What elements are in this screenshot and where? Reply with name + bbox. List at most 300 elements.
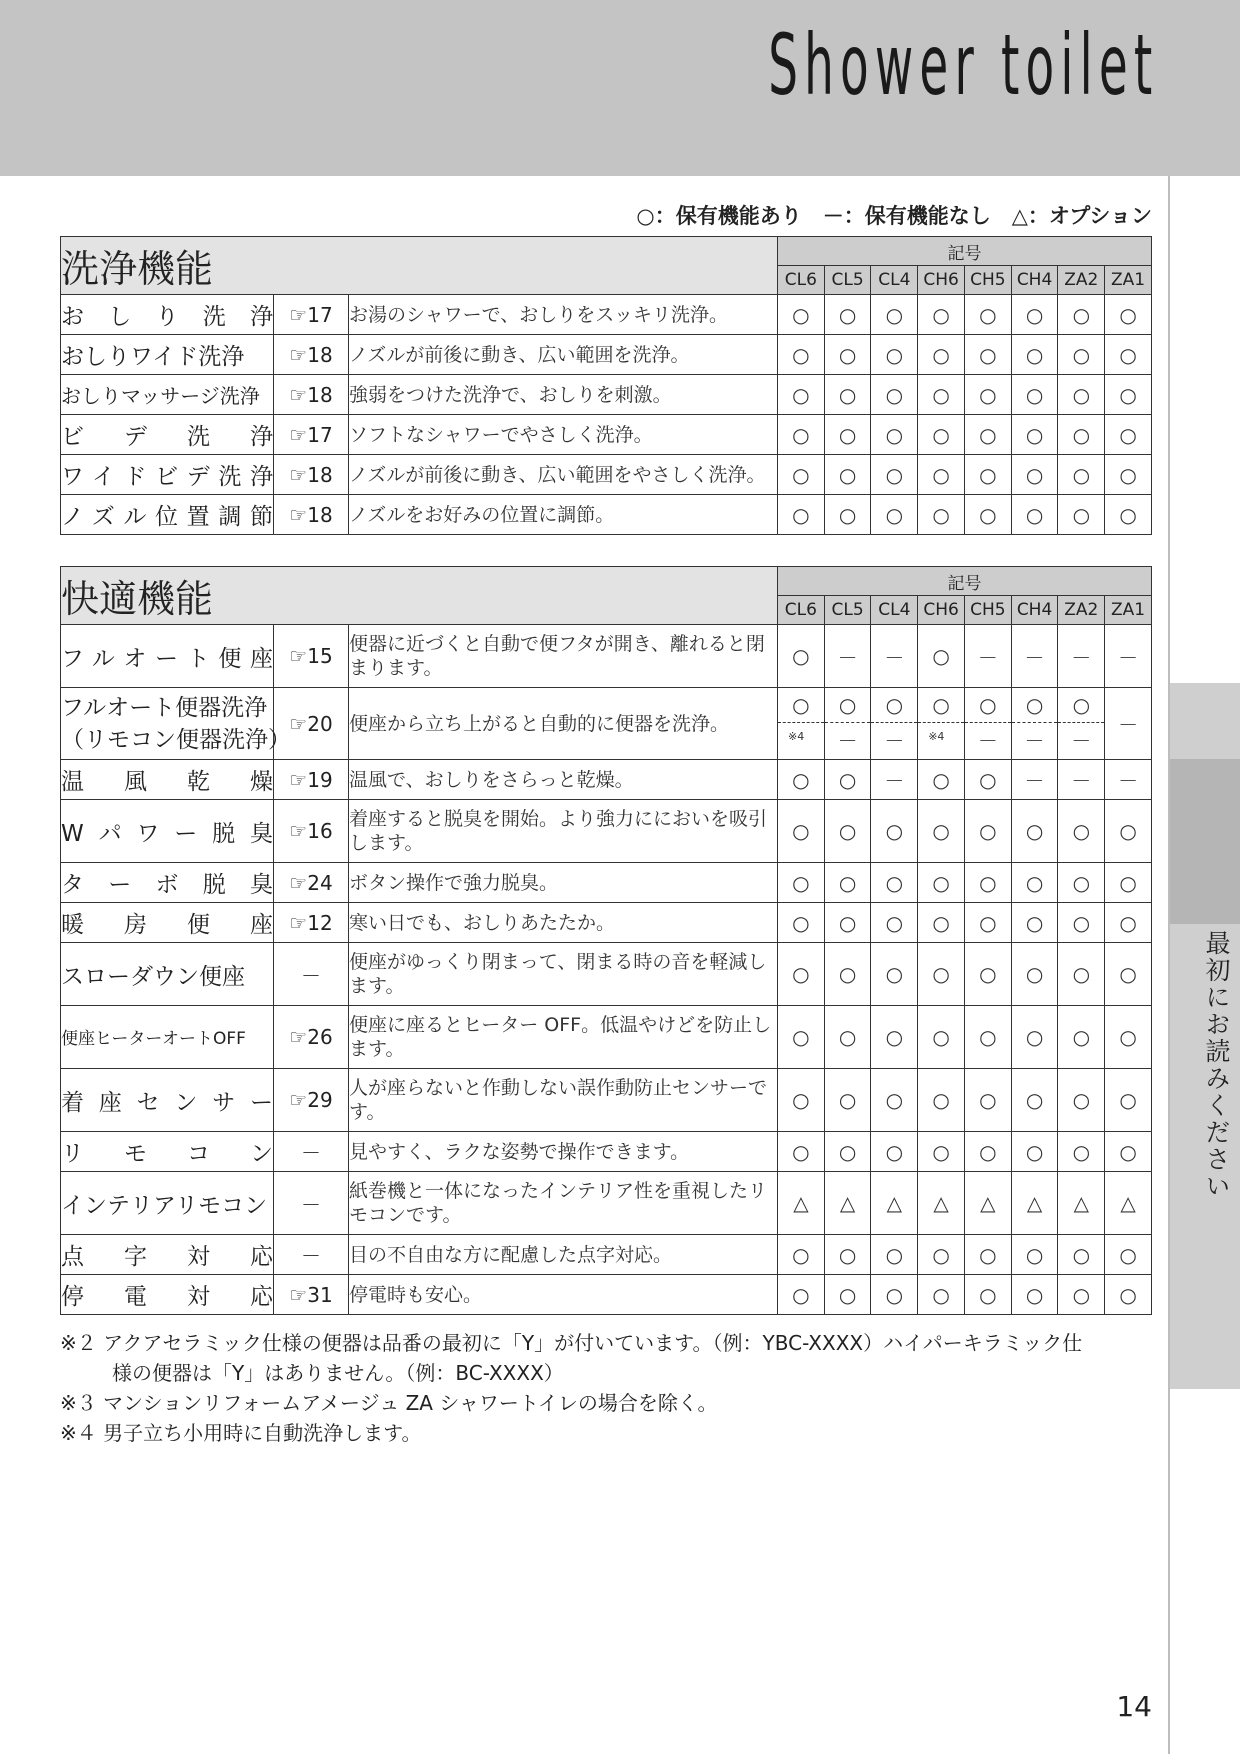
- mark-cl5: ○: [824, 1132, 871, 1172]
- mark-cl5: ○: [824, 455, 871, 495]
- function-name-text: 便座ヒーターオートOFF: [61, 1029, 246, 1049]
- function-name: [61, 455, 274, 495]
- function-description: 見やすく、ラクな姿勢で操作できます。: [349, 1132, 778, 1172]
- table-row: [61, 688, 1152, 760]
- function-name: [61, 688, 291, 760]
- model-header-ch5: CH5: [964, 596, 1011, 625]
- mark-cl6: [778, 688, 825, 760]
- mark-cl5: ○: [824, 903, 871, 943]
- page-reference: －: [274, 943, 349, 1006]
- mark-ch6: [918, 688, 965, 760]
- mark-ch5: ○: [964, 295, 1011, 335]
- mark-ch5: ○: [964, 1275, 1011, 1315]
- mark-ch5: ○: [964, 375, 1011, 415]
- table-row: [61, 625, 1152, 688]
- cleaning-functions-table: [60, 236, 1152, 535]
- mark-cl4: －: [871, 760, 918, 800]
- function-name-line1: フルオート便器洗浄: [61, 694, 268, 721]
- function-name-text: 点字対応: [61, 1244, 273, 1270]
- model-header-cl6: CL6: [778, 266, 825, 295]
- mark-za2: ○: [1058, 943, 1105, 1006]
- mark-za2: ○: [1058, 1275, 1105, 1315]
- mark-za2: ○: [1058, 1235, 1105, 1275]
- mark-cl5: ○: [824, 800, 871, 863]
- page-reference: ☞17: [274, 415, 349, 455]
- mark-cl5: ○: [824, 495, 871, 535]
- function-name: [61, 800, 274, 863]
- mark-cl5: ○: [824, 943, 871, 1006]
- mark-za1: －: [1105, 625, 1152, 688]
- page-reference: ☞12: [274, 903, 349, 943]
- mark-cl6: ○: [778, 1006, 825, 1069]
- mark-cl6: ○: [778, 335, 825, 375]
- mark-ch6: ○: [918, 335, 965, 375]
- footnote: ※３ マンションリフォームアメージュ ZA シャワートイレの場合を除く。: [60, 1391, 718, 1415]
- mark-cl4: ○: [871, 943, 918, 1006]
- model-header-ch4: CH4: [1011, 596, 1058, 625]
- mark-cl6: ○: [778, 800, 825, 863]
- mark-urinal: [871, 723, 917, 759]
- function-name: [61, 335, 274, 375]
- mark-ch5: ○: [964, 903, 1011, 943]
- footnote-ref: ※4: [928, 729, 945, 743]
- function-description: 便座がゆっくり閉まって、閉まる時の音を軽減します。: [349, 943, 778, 1006]
- mark-ch6: ○: [918, 903, 965, 943]
- mark-dash: －: [837, 728, 858, 753]
- mark-urinal: [1058, 723, 1104, 759]
- mark-ch6: ○: [918, 455, 965, 495]
- mark-cl5: ○: [824, 1069, 871, 1132]
- function-name-text: 停電対応: [61, 1284, 273, 1310]
- function-name-line2: （リモコン便器洗浄）: [61, 726, 291, 753]
- page-header: [0, 0, 1240, 176]
- function-name-text: リモコン: [61, 1141, 273, 1167]
- function-name: [61, 1132, 274, 1172]
- mark-za2: ○: [1058, 495, 1105, 535]
- mark-za2: ○: [1058, 800, 1105, 863]
- mark-cl5: ○: [824, 295, 871, 335]
- function-description: お湯のシャワーで、おしりをスッキリ洗浄。: [349, 295, 778, 335]
- mark-ch6: ○: [918, 1275, 965, 1315]
- function-description: 着座すると脱臭を開始。より強力ににおいを吸引します。: [349, 800, 778, 863]
- page-reference: ☞18: [274, 495, 349, 535]
- page-reference: ☞20: [274, 688, 349, 760]
- function-description: ノズルが前後に動き、広い範囲を洗浄。: [349, 335, 778, 375]
- comfort-functions-table: [60, 566, 1152, 1315]
- models-label: 記号: [778, 237, 1152, 266]
- mark-za1: ○: [1105, 415, 1152, 455]
- model-header-cl4: CL4: [871, 596, 918, 625]
- mark-ch5: －: [964, 625, 1011, 688]
- mark-cl6: ○: [778, 1069, 825, 1132]
- table-row: [61, 800, 1152, 863]
- mark-cl6: ○: [778, 415, 825, 455]
- function-description: 紙巻機と一体になったインテリア性を重視したリモコンです。: [349, 1172, 778, 1235]
- function-name: [61, 625, 274, 688]
- side-tab-label[interactable]: 最初にお読みください: [1202, 930, 1231, 1200]
- mark-cl4: －: [871, 625, 918, 688]
- mark-ch5: ○: [964, 800, 1011, 863]
- mark-ch4: ○: [1011, 943, 1058, 1006]
- mark-normal: ○: [965, 689, 1011, 723]
- mark-ch4: ○: [1011, 375, 1058, 415]
- mark-za2: ○: [1058, 295, 1105, 335]
- mark-normal: ○: [1012, 689, 1058, 723]
- function-name: [61, 295, 274, 335]
- function-description: 停電時も安心。: [349, 1275, 778, 1315]
- mark-cl6: ○: [778, 1132, 825, 1172]
- mark-ch5: △: [964, 1172, 1011, 1235]
- mark-cl4: ○: [871, 335, 918, 375]
- table-row: [61, 295, 1152, 335]
- models-label: 記号: [778, 567, 1152, 596]
- mark-normal: ○: [778, 689, 824, 723]
- side-tab-active: [1170, 759, 1240, 924]
- model-header-cl5: CL5: [824, 266, 871, 295]
- function-name-text: ノズル位置調節: [61, 504, 273, 530]
- mark-ch4: ○: [1011, 1235, 1058, 1275]
- function-name-text: インテリアリモコン: [61, 1192, 268, 1219]
- mark-ch6: △: [918, 1172, 965, 1235]
- mark-za1: ○: [1105, 800, 1152, 863]
- mark-ch5: ○: [964, 415, 1011, 455]
- legend: ○：保有機能あり －：保有機能なし △：オプション: [636, 204, 1152, 228]
- model-header-cl6: CL6: [778, 596, 825, 625]
- mark-cl5: ○: [824, 1235, 871, 1275]
- mark-cl4: ○: [871, 375, 918, 415]
- page-reference: －: [274, 1132, 349, 1172]
- function-description: ボタン操作で強力脱臭。: [349, 863, 778, 903]
- mark-ch6: ○: [918, 375, 965, 415]
- table-row: [61, 335, 1152, 375]
- function-name-text: おしり洗浄: [61, 304, 273, 330]
- mark-cl4: ○: [871, 415, 918, 455]
- mark-cl6: ○: [778, 625, 825, 688]
- function-description: 便座から立ち上がると自動的に便器を洗浄。: [349, 688, 778, 760]
- mark-ch4: ○: [1011, 1069, 1058, 1132]
- mark-za1: ○: [1105, 943, 1152, 1006]
- mark-za2: ○: [1058, 415, 1105, 455]
- mark-cl4: ○: [871, 495, 918, 535]
- function-name-text: ワイドビデ洗浄: [61, 464, 273, 490]
- mark-ch5: ○: [964, 760, 1011, 800]
- mark-cl4: ○: [871, 903, 918, 943]
- function-description: ノズルをお好みの位置に調節。: [349, 495, 778, 535]
- page-reference: ☞18: [274, 455, 349, 495]
- mark-normal: ○: [825, 689, 871, 723]
- mark-za1: △: [1105, 1172, 1152, 1235]
- mark-cl4: ○: [871, 1132, 918, 1172]
- mark-ch6: ○: [918, 1006, 965, 1069]
- mark-ch6: ○: [918, 295, 965, 335]
- footnote: ※２ アクアセラミック仕様の便器は品番の最初に「Y」が付いています。（例：YBC-XXXX）ハイパーキラミック仕: [60, 1331, 1083, 1355]
- mark-cl5: ○: [824, 863, 871, 903]
- function-name-text: スローダウン便座: [61, 963, 245, 990]
- mark-za1: ○: [1105, 1132, 1152, 1172]
- model-header-za1: ZA1: [1105, 266, 1152, 295]
- mark-ch5: ○: [964, 943, 1011, 1006]
- mark-za1: ○: [1105, 1006, 1152, 1069]
- table-row: [61, 943, 1152, 1006]
- mark-cl4: ○: [871, 1275, 918, 1315]
- page-reference: －: [274, 1235, 349, 1275]
- mark-ch5: ○: [964, 1235, 1011, 1275]
- function-name-text: Wパワー脱臭: [61, 820, 273, 847]
- function-description: 強弱をつけた洗浄で、おしりを刺激。: [349, 375, 778, 415]
- mark-ch6: ○: [918, 415, 965, 455]
- mark-cl5: ○: [824, 1275, 871, 1315]
- mark-cl4: ○: [871, 1006, 918, 1069]
- function-name: [61, 1069, 274, 1132]
- mark-za2: ○: [1058, 1006, 1105, 1069]
- model-header-za2: ZA2: [1058, 596, 1105, 625]
- function-description: 目の不自由な方に配慮した点字対応。: [349, 1235, 778, 1275]
- model-header-za1: ZA1: [1105, 596, 1152, 625]
- mark-cl5: ○: [824, 1006, 871, 1069]
- table-row: [61, 495, 1152, 535]
- table-row: [61, 903, 1152, 943]
- table-row: [61, 1006, 1152, 1069]
- mark-urinal: [918, 723, 964, 759]
- mark-za2: ○: [1058, 335, 1105, 375]
- mark-dash: －: [1071, 728, 1092, 753]
- mark-ch4: ○: [1011, 863, 1058, 903]
- mark-za2: △: [1058, 1172, 1105, 1235]
- mark-za2: ○: [1058, 903, 1105, 943]
- mark-za1: ○: [1105, 1235, 1152, 1275]
- mark-za1: ○: [1105, 375, 1152, 415]
- mark-ch4: ○: [1011, 335, 1058, 375]
- page-reference: ☞15: [274, 625, 349, 688]
- mark-cl5: △: [824, 1172, 871, 1235]
- mark-ch4: ○: [1011, 1006, 1058, 1069]
- model-header-cl5: CL5: [824, 596, 871, 625]
- function-description: 寒い日でも、おしりあたたか。: [349, 903, 778, 943]
- mark-ch6: ○: [918, 495, 965, 535]
- mark-cl6: ○: [778, 1235, 825, 1275]
- mark-ch4: ○: [1011, 1132, 1058, 1172]
- mark-ch5: ○: [964, 455, 1011, 495]
- page-reference: ☞17: [274, 295, 349, 335]
- table-row: [61, 760, 1152, 800]
- function-description: 人が座らないと作動しない誤作動防止センサーです。: [349, 1069, 778, 1132]
- page-number: 14: [1116, 1690, 1152, 1723]
- function-description: ソフトなシャワーでやさしく洗浄。: [349, 415, 778, 455]
- mark-za2: ○: [1058, 1069, 1105, 1132]
- mark-normal: ○: [871, 689, 917, 723]
- mark-za2: －: [1058, 625, 1105, 688]
- mark-za1: ○: [1105, 455, 1152, 495]
- mark-ch4: ○: [1011, 295, 1058, 335]
- page-reference: ☞18: [274, 375, 349, 415]
- page-reference: ☞29: [274, 1069, 349, 1132]
- page-reference: ☞31: [274, 1275, 349, 1315]
- mark-cl4: ○: [871, 800, 918, 863]
- mark-urinal: [965, 723, 1011, 759]
- mark-cl6: ○: [778, 863, 825, 903]
- model-header-ch5: CH5: [964, 266, 1011, 295]
- function-name: [61, 375, 274, 415]
- mark-cl6: ○: [778, 495, 825, 535]
- mark-cl5: ○: [824, 375, 871, 415]
- table-row: [61, 1172, 1152, 1235]
- function-name-text: ターボ脱臭: [61, 872, 273, 898]
- mark-normal: ○: [1058, 689, 1104, 723]
- mark-cl4: △: [871, 1172, 918, 1235]
- mark-dash: －: [977, 728, 998, 753]
- function-name-text: 着座センサー: [61, 1089, 273, 1116]
- mark-za2: ○: [1058, 375, 1105, 415]
- table-row: [61, 375, 1152, 415]
- function-name: [61, 863, 274, 903]
- mark-za2: [1058, 688, 1105, 760]
- mark-ch4: [1011, 688, 1058, 760]
- mark-cl6: ○: [778, 375, 825, 415]
- mark-ch4: －: [1011, 625, 1058, 688]
- section-title: 洗浄機能: [61, 237, 778, 295]
- function-name-text: おしりワイド洗浄: [61, 344, 245, 370]
- function-name: [61, 943, 274, 1006]
- mark-ch6: ○: [918, 625, 965, 688]
- mark-dash: －: [884, 728, 905, 753]
- mark-cl4: ○: [871, 863, 918, 903]
- footnote: ※４ 男子立ち小用時に自動洗浄します。: [60, 1421, 422, 1445]
- table-row: [61, 1069, 1152, 1132]
- function-name: [61, 1006, 274, 1069]
- model-header-ch6: CH6: [918, 596, 965, 625]
- function-name-text: フルオート便座: [61, 645, 273, 672]
- mark-urinal: [778, 723, 824, 759]
- table-row: [61, 863, 1152, 903]
- mark-za2: ○: [1058, 455, 1105, 495]
- mark-za1: －: [1105, 760, 1152, 800]
- function-name: [61, 1172, 274, 1235]
- footnotes: [60, 1328, 1160, 1448]
- mark-za1: ○: [1105, 335, 1152, 375]
- mark-cl6: ○: [778, 295, 825, 335]
- mark-normal: ○: [918, 689, 964, 723]
- page-reference: ☞18: [274, 335, 349, 375]
- mark-ch5: ○: [964, 1132, 1011, 1172]
- mark-ch5: ○: [964, 1069, 1011, 1132]
- mark-cl5: ○: [824, 760, 871, 800]
- page-reference: －: [274, 1172, 349, 1235]
- function-name: [61, 1275, 274, 1315]
- function-name-text: 暖房便座: [61, 912, 273, 938]
- mark-cl5: －: [824, 625, 871, 688]
- mark-za1: ○: [1105, 495, 1152, 535]
- mark-ch6: ○: [918, 863, 965, 903]
- function-name-text: おしりマッサージ洗浄: [61, 384, 260, 408]
- brand-title: Shower toilet: [767, 16, 1158, 114]
- mark-ch4: △: [1011, 1172, 1058, 1235]
- mark-ch4: ○: [1011, 415, 1058, 455]
- function-description: 温風で、おしりをさらっと乾燥。: [349, 760, 778, 800]
- mark-ch6: ○: [918, 1132, 965, 1172]
- mark-ch6: ○: [918, 760, 965, 800]
- model-header-cl4: CL4: [871, 266, 918, 295]
- mark-ch4: ○: [1011, 495, 1058, 535]
- page-reference: ☞26: [274, 1006, 349, 1069]
- section-title: 快適機能: [61, 567, 778, 625]
- table-row: [61, 455, 1152, 495]
- mark-cl6: ○: [778, 455, 825, 495]
- page-reference: ☞19: [274, 760, 349, 800]
- mark-ch6: ○: [918, 1235, 965, 1275]
- function-name-text: ビデ洗浄: [61, 424, 273, 450]
- mark-cl6: △: [778, 1172, 825, 1235]
- mark-ch4: ○: [1011, 455, 1058, 495]
- page-reference: ☞16: [274, 800, 349, 863]
- model-header-ch4: CH4: [1011, 266, 1058, 295]
- mark-cl5: [824, 688, 871, 760]
- function-name: [61, 903, 274, 943]
- function-name-text: 温風乾燥: [61, 769, 273, 795]
- mark-cl6: ○: [778, 1275, 825, 1315]
- mark-za1: ○: [1105, 1069, 1152, 1132]
- mark-cl6: ○: [778, 903, 825, 943]
- mark-ch6: ○: [918, 943, 965, 1006]
- mark-za2: ○: [1058, 863, 1105, 903]
- mark-cl4: ○: [871, 295, 918, 335]
- mark-urinal: [825, 723, 871, 759]
- mark-ch4: ○: [1011, 903, 1058, 943]
- function-description: ノズルが前後に動き、広い範囲をやさしく洗浄。: [349, 455, 778, 495]
- mark-za1: ○: [1105, 295, 1152, 335]
- mark-za1: ○: [1105, 903, 1152, 943]
- footnote-ref: ※4: [788, 729, 805, 743]
- mark-cl5: ○: [824, 415, 871, 455]
- mark-cl4: ○: [871, 455, 918, 495]
- model-header-ch6: CH6: [918, 266, 965, 295]
- mark-cl4: [871, 688, 918, 760]
- function-name: [61, 760, 274, 800]
- mark-cl6: ○: [778, 760, 825, 800]
- page-reference: ☞24: [274, 863, 349, 903]
- mark-urinal: [1012, 723, 1058, 759]
- function-description: 便座に座るとヒーター OFF。低温やけどを防止します。: [349, 1006, 778, 1069]
- footnote: 様の便器は「Y」はありません。（例：BC-XXXX）: [112, 1361, 564, 1385]
- mark-ch4: ○: [1011, 800, 1058, 863]
- mark-za2: ○: [1058, 1132, 1105, 1172]
- mark-za2: －: [1058, 760, 1105, 800]
- mark-cl6: ○: [778, 943, 825, 1006]
- mark-ch6: ○: [918, 1069, 965, 1132]
- table-row: [61, 1275, 1152, 1315]
- mark-ch4: ○: [1011, 1275, 1058, 1315]
- function-name: [61, 495, 274, 535]
- function-name: [61, 1235, 274, 1275]
- table-row: [61, 415, 1152, 455]
- mark-za1: ○: [1105, 863, 1152, 903]
- mark-cl4: ○: [871, 1069, 918, 1132]
- mark-ch4: －: [1011, 760, 1058, 800]
- mark-dash: －: [1024, 728, 1045, 753]
- model-header-za2: ZA2: [1058, 266, 1105, 295]
- function-description: 便器に近づくと自動で便フタが開き、離れると閉まります。: [349, 625, 778, 688]
- mark-ch6: ○: [918, 800, 965, 863]
- mark-ch5: [964, 688, 1011, 760]
- mark-za1: －: [1105, 688, 1152, 760]
- table-row: [61, 1235, 1152, 1275]
- mark-ch5: ○: [964, 863, 1011, 903]
- mark-za1: ○: [1105, 1275, 1152, 1315]
- function-name: [61, 415, 274, 455]
- mark-cl5: ○: [824, 335, 871, 375]
- mark-ch5: ○: [964, 495, 1011, 535]
- mark-ch5: ○: [964, 335, 1011, 375]
- table-row: [61, 1132, 1152, 1172]
